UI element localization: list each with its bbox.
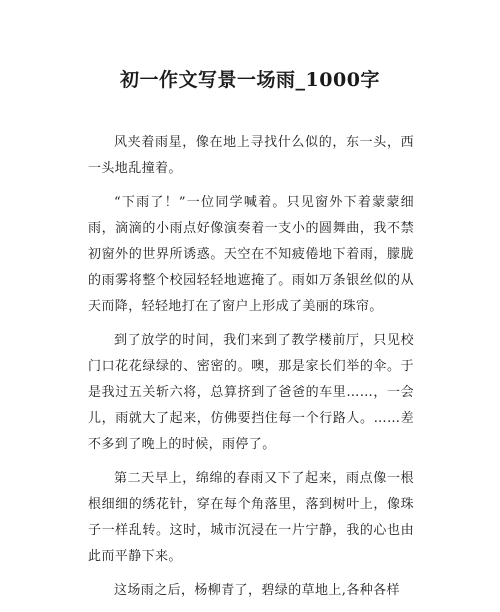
paragraph: 风夹着雨星，像在地上寻找什么似的，东一头，西一头地乱撞着。 <box>88 135 414 176</box>
paragraph: 到了放学的时间，我们来到了教学楼前厅，只见校门口花花绿绿的、密密的。噢，那是家长们举的伞。于是我过五关斩六将，总算挤到了爸爸的车里……，一会儿，雨就大了起来，仿佛要挡住每一个行路人。……差不多到了晚上的时候，雨停了。 <box>88 333 414 452</box>
document-title: 初一作文写景一场雨_1000字 <box>120 69 380 91</box>
paragraph: 第二天早上，绵绵的春雨又下了起来，雨点像一根根细细的绣花针，穿在每个角落里，落到树叶上，像珠子一样乱转。这时，城市沉浸在一片宁静，我的心也由此而平静下来。 <box>88 471 414 564</box>
paragraph: 这场雨之后，杨柳青了，碧绿的草地上,各种各样 <box>114 583 400 598</box>
document-body <box>88 130 414 612</box>
paragraph: “下雨了！”一位同学喊着。只见窗外下着蒙蒙细雨，滴滴的小雨点好像演奏着一支小的圆舞曲，我不禁初窗外的世界所诱惑。天空在不知疲倦地下着雨，朦胧的雨雾将整个校园轻轻地遮掩了。雨如万条银丝似的从天而降，轻轻地打在了窗户上形成了美丽的珠帘。 <box>88 195 414 314</box>
